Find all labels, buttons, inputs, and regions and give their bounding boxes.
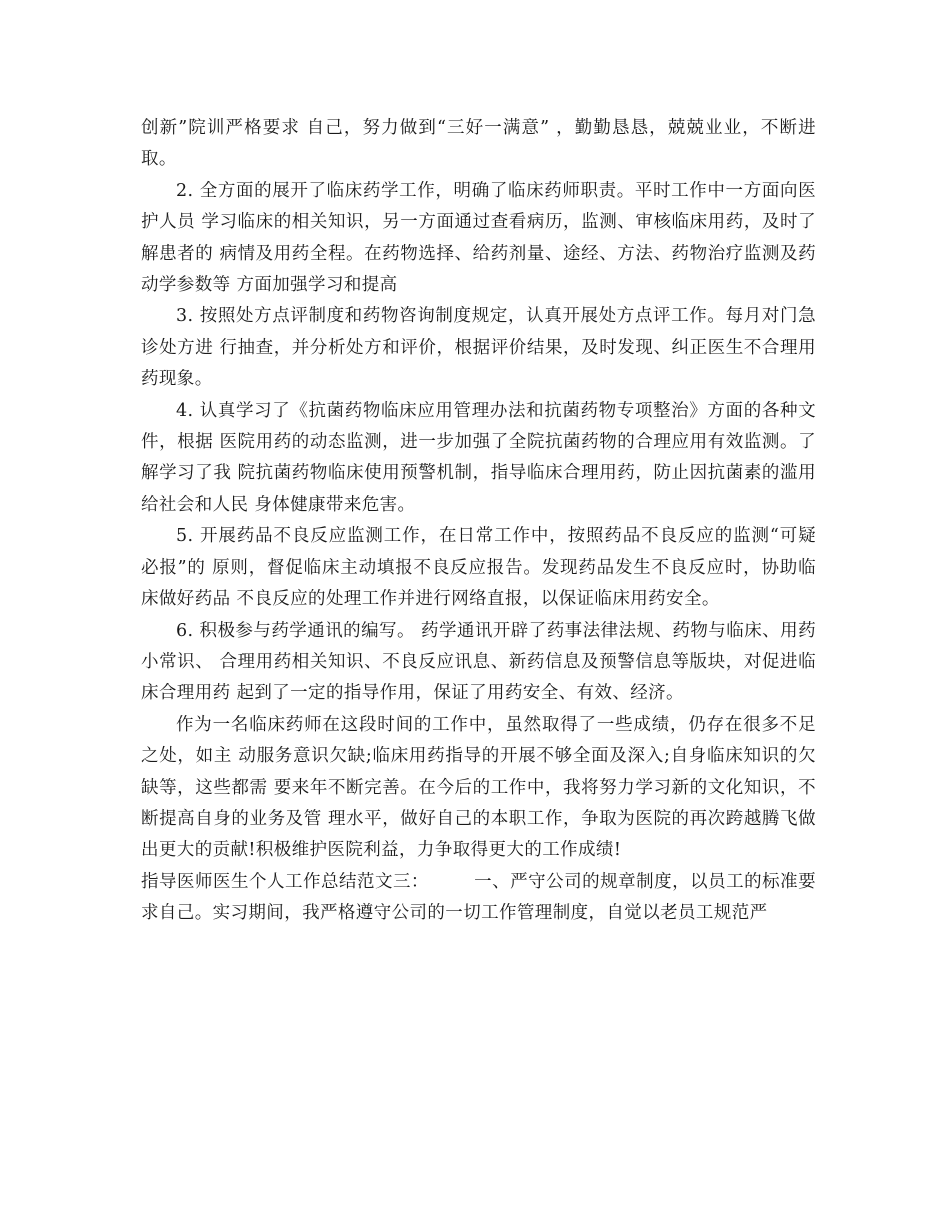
paragraph-item-2: 2. 全方面的展开了临床药学工作，明确了临床药师职责。平时工作中一方面向医护人员 学习临床的相关知识，另一方面通过查看病历，监测、审核临床用药，及时了解患者的 病情及用药全程。在药物选择、给药剂量、途经、方法、药物治疗监测及药动学参数等 方面加强学习和提高 (141, 180, 816, 296)
paragraph-summary: 作为一名临床药师在这段时间的工作中，虽然取得了一些成绩，仍存在很多不足之处，如主 动服务意识欠缺;临床用药指导的开展不够全面及深入;自身临床知识的欠缺等，这些都需 要来年不断完善。在今后的工作中，我将努力学习新的文化知识，不断提高自身的业务及管 理水平，做好自己的本职工作，争取为医院的再次跨越腾飞做出更大的贡献!积极维护医院利益，力争取得更大的工作成绩! (141, 714, 816, 861)
paragraph-item-3: 3. 按照处方点评制度和药物咨询制度规定，认真开展处方点评工作。每月对门急诊处方进 行抽查，并分析处方和评价，根据评价结果，及时发现、纠正医生不合理用药现象。 (141, 306, 816, 390)
paragraph-item-4: 4. 认真学习了《抗菌药物临床应用管理办法和抗菌药物专项整治》方面的各种文件，根据 医院用药的动态监测，进一步加强了全院抗菌药物的合理应用有效监测。了解学习了我 院抗菌药物临床使用预警机制，指导临床合理用药，防止因抗菌素的滥用给社会和人民 身体健康带来危害。 (141, 400, 816, 515)
paragraph-item-6: 6. 积极参与药学通讯的编写。 药学通讯开辟了药事法律法规、药物与临床、用药小常识、 合理用药相关知识、不良反应讯息、新药信息及预警信息等版块，对促进临床合理用药 起到了一定的指导作用，保证了用药安全、有效、经济。 (141, 620, 816, 704)
paragraph-item-5: 5. 开展药品不良反应监测工作，在日常工作中，按照药品不良反应的监测“可疑必报”的 原则，督促临床主动填报不良反应报告。发现药品发生不良反应时，协助临床做好药品 不良反应的处理工作并进行网络直报，以保证临床用药安全。 (141, 526, 816, 610)
document-body (141, 113, 816, 930)
paragraph-continuation: 创新”院训严格要求 自己，努力做到“三好一满意” ，勤勤恳恳，兢兢业业，不断进取。 (141, 118, 816, 170)
paragraph-section-three: 指导医师医生个人工作总结范文三： 一、严守公司的规章制度，以员工的标准要求自己。实习期间，我严格遵守公司的一切工作管理制度，自觉以老员工规范严 (141, 871, 816, 924)
